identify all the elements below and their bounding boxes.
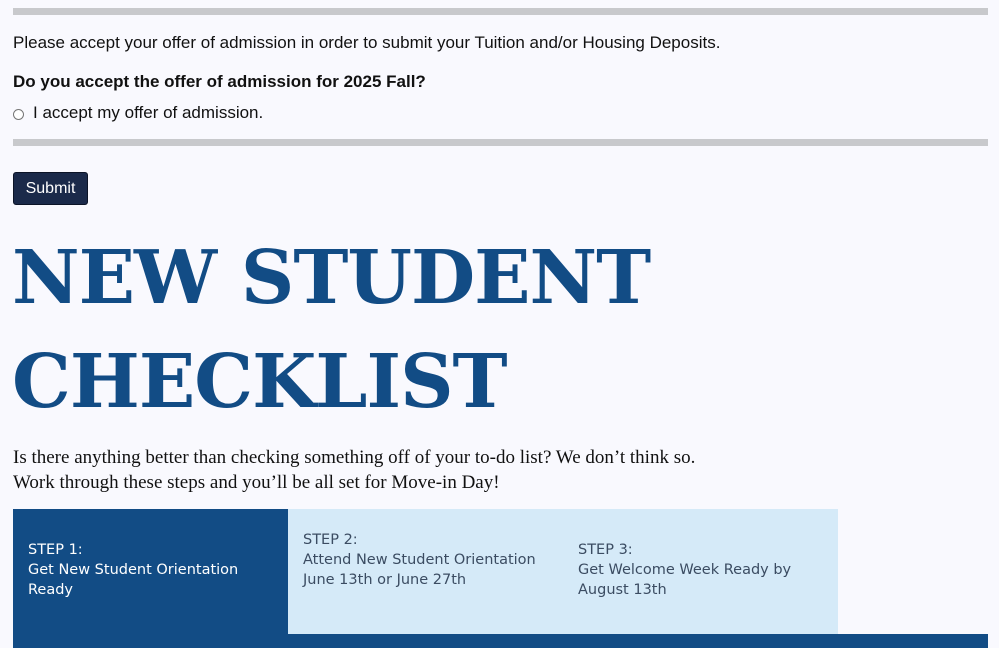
intro-text: Please accept your offer of admission in order to submit your Tuition and/or Housing Deposits. xyxy=(13,33,721,52)
checklist-steps xyxy=(13,509,838,634)
middle-divider xyxy=(13,139,988,146)
submit-button[interactable]: Submit xyxy=(13,172,88,205)
accept-offer-label: I accept my offer of admission. xyxy=(33,103,264,122)
step-3-tab[interactable] xyxy=(563,509,838,634)
accept-offer-radio[interactable] xyxy=(13,109,24,120)
step-1-tab[interactable] xyxy=(13,509,288,634)
top-divider xyxy=(13,8,988,15)
admission-question: Do you accept the offer of admission for 2025 Fall? xyxy=(13,72,426,91)
checklist-intro xyxy=(13,445,695,495)
step-3-text: Get Welcome Week Ready by August 13th xyxy=(578,562,792,598)
page-title xyxy=(12,226,650,434)
step-2-text: Attend New Student Orientation June 13th or June 27th xyxy=(303,552,536,588)
title-line-1: NEW STUDENT xyxy=(12,235,651,321)
blurb-line-2: Work through these steps and you’ll be all set for Move-in Day! xyxy=(13,472,500,493)
step-1-label: STEP 1: xyxy=(28,542,83,558)
step-3-label: STEP 3: xyxy=(578,542,633,558)
blurb-line-1: Is there anything better than checking something off of your to-do list? We don’t think so. xyxy=(13,447,696,468)
step-2-label: STEP 2: xyxy=(303,532,358,548)
title-line-2: CHECKLIST xyxy=(12,339,507,425)
step-2-tab[interactable] xyxy=(288,509,563,634)
accept-offer-option[interactable] xyxy=(13,103,263,123)
step-content-bar xyxy=(13,634,988,648)
step-1-text: Get New Student Orientation Ready xyxy=(28,562,239,598)
